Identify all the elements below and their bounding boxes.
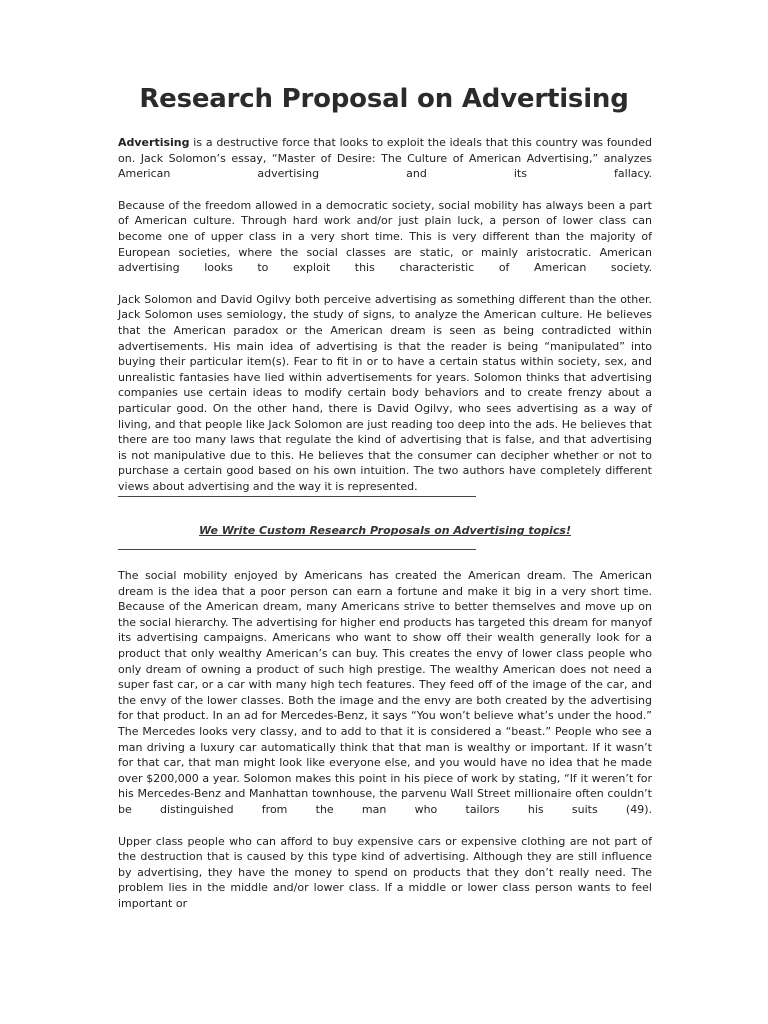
- lead-word: Advertising: [118, 136, 190, 149]
- paragraph-solomon-ogilvy: Jack Solomon and David Ogilvy both perceive advertising as something different than the other. Jack Solomon uses semiology, the study of signs, to analyze the American culture. He believes that the American paradox or the American dream is seen as being contradicted within advertisements. His main idea of advertising is that the reader is being “manipulated” into buying their particular item(s). Fear to fit in or to have a certain status within society, sex, and unrealistic fantasies have lied within advertisements for years. Solomon thinks that advertising companies use certain ideas to modify certain body behaviors and to create frenzy about a particular good. On the other hand, there is David Ogilvy, who sees advertising as a way of living, and that people like Jack Solomon are just reading too deep into the ads. He believes that there are too many laws that regulate the kind of advertising that is false, and that advertising is not manipulative due to this. He believes that the consumer can decipher whether or not to purchase a certain good based on his own intuition. The two authors have completely different views about advertising and the way it is represented.: [118, 292, 652, 493]
- paragraph-american-dream: The social mobility enjoyed by Americans has created the American dream. The American dream is the idea that a poor person can earn a fortune and make it big in a very short time. Because of the American dream, many Americans strive to better themselves and move up on the social hierarchy. The advertising for higher end products has targeted this dream for manyof its advertising campaigns. Americans who want to show off their wealth generally look for a product that only wealthy American’s can buy. This creates the envy of lower class people who only dream of owning a product of such high prestige. The wealthy American does not need a super fast car, or a car with many high tech features. They feed off of the image of the car, and the envy of the lower classes. Both the image and the envy are both created by the advertising for that product. In an ad for Mercedes-Benz, it says “You won’t believe what’s under the hood.” The Mercedes looks very classy, and to add to that it is considered a “beast.” People who see a man driving a luxury car automatically think that that man is wealthy or important. If it wasn’t for that car, that man might look like everyone else, and you would have no idea that he made over $200,000 a year. Solomon makes this point in his piece of work by stating, “If it weren’t for his Mercedes-Benz and Manhattan townhouse, the parvenu Wall Street millionaire often couldn’t be distinguished from the man who tailors his suits (49).: [118, 569, 652, 816]
- promo-link[interactable]: We Write Custom Research Proposals on Advertising topics!: [199, 524, 571, 538]
- divider-bottom: [118, 549, 476, 550]
- paragraph-intro-text: is a destructive force that looks to exploit the ideals that this country was founded on. Jack Solomon’s essay, “Master of Desire: The Culture of American Advertising,” analyzes American advertising and its fallacy.: [118, 136, 652, 181]
- divider-top: [118, 496, 476, 497]
- document-body: [118, 135, 652, 928]
- promo-line: [118, 523, 652, 539]
- paragraph-social-mobility: Because of the freedom allowed in a democratic society, social mobility has always been a part of American culture. Through hard work and/or just plain luck, a person of lower class can become one of upper class in a very short time. This is very different than the majority of European societies, where the social classes are static, or mainly aristocratic. American advertising looks to exploit this characteristic of American society.: [118, 198, 652, 275]
- paragraph-upper-class: Upper class people who can afford to buy expensive cars or expensive clothing are not part of the destruction that is caused by this type kind of advertising. Although they are still influence by advertising, they have the money to spend on products that they don’t really need. The problem lies in the middle and/or lower class. If a middle or lower class person wants to feel important or: [118, 834, 652, 910]
- paragraph-intro: [118, 135, 652, 182]
- document-title: Research Proposal on Advertising: [139, 84, 629, 114]
